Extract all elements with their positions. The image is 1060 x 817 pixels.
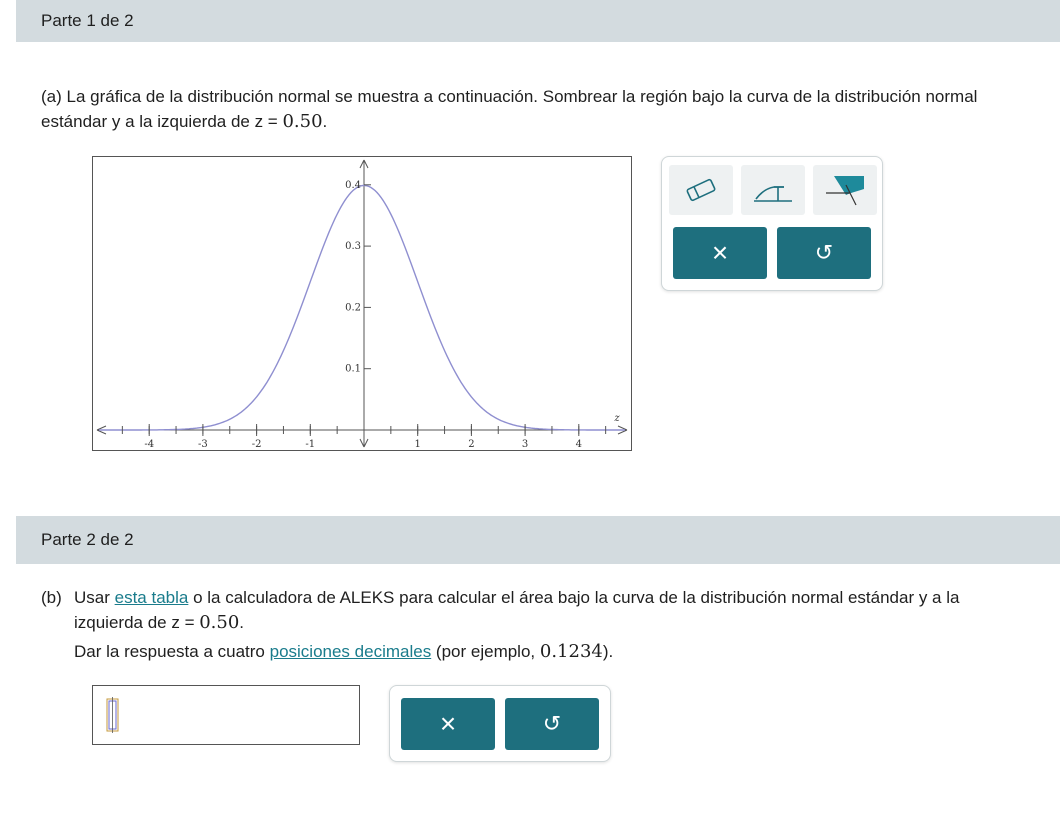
y-tick-label: 0.4 <box>345 179 361 191</box>
x-axis-label: z <box>614 413 620 424</box>
part-2-header <box>16 516 1060 564</box>
part-1-header <box>16 0 1060 42</box>
undo-graph-button[interactable] <box>777 227 871 279</box>
question-b-prefix: (b) <box>41 588 62 607</box>
shade-region-tool-button[interactable] <box>813 165 877 215</box>
x-tick-label: -4 <box>144 439 155 450</box>
instruction-text: Dar la respuesta a cuatro <box>74 642 270 661</box>
question-a-line2: estándar y a la izquierda de z = <box>41 112 283 131</box>
x-tick-label: -1 <box>305 439 316 450</box>
z-value: 0.50 <box>282 111 323 132</box>
eraser-icon <box>681 175 721 205</box>
x-tick-label: 2 <box>468 439 475 450</box>
question-b-text: Usar <box>74 588 115 607</box>
curve-region-icon <box>750 175 796 205</box>
text-cursor-icon <box>103 696 123 736</box>
y-tick-label: 0.2 <box>345 302 361 314</box>
graph-tool-panel <box>661 156 883 291</box>
undo-icon: ↺ <box>542 711 562 736</box>
part-1-question <box>41 84 1051 134</box>
clear-answer-button[interactable] <box>401 698 495 750</box>
normal-curve <box>99 186 625 431</box>
shade-region-icon <box>822 173 868 207</box>
undo-answer-button[interactable] <box>505 698 599 750</box>
x-tick-label: -2 <box>251 439 262 450</box>
question-b-text-continued: o la calculadora de ALEKS para calcular el área bajo la curva de la distribución normal estándar y a la <box>188 588 960 607</box>
x-tick-label: 4 <box>575 439 582 450</box>
decimal-places-link[interactable]: posiciones decimales <box>269 642 432 661</box>
example-value: 0.1234 <box>539 641 603 662</box>
question-b-line2: izquierda de z = <box>74 613 200 632</box>
part-1-title: Parte 1 de 2 <box>41 11 134 30</box>
clear-graph-button[interactable] <box>673 227 767 279</box>
x-tick-label: 1 <box>414 439 421 450</box>
z-value-b: 0.50 <box>199 612 240 633</box>
eraser-tool-button[interactable] <box>669 165 733 215</box>
part-2-question <box>41 585 1051 664</box>
close-icon: × <box>711 237 729 268</box>
close-icon: × <box>439 708 457 739</box>
answer-action-panel <box>389 685 611 762</box>
graph-canvas[interactable] <box>93 157 631 450</box>
part-2-title: Parte 2 de 2 <box>41 530 134 549</box>
y-tick-label: 0.3 <box>345 241 361 253</box>
table-link[interactable]: esta tabla <box>114 588 189 607</box>
period-b: . <box>239 613 245 632</box>
x-tick-label: -3 <box>198 439 208 450</box>
curve-region-tool-button[interactable] <box>741 165 805 215</box>
normal-distribution-graph[interactable] <box>92 156 632 451</box>
period: . <box>322 112 328 131</box>
x-tick-label: 3 <box>521 439 529 450</box>
undo-icon: ↺ <box>814 240 834 265</box>
instruction-text-end: ). <box>602 642 614 661</box>
answer-input[interactable] <box>92 685 360 745</box>
instruction-text-continued: (por ejemplo, <box>431 642 540 661</box>
question-a-line1: (a) La gráfica de la distribución normal se muestra a continuación. Sombrear la región bajo la curva de la distribución normal <box>41 87 978 106</box>
y-tick-label: 0.1 <box>345 363 361 375</box>
